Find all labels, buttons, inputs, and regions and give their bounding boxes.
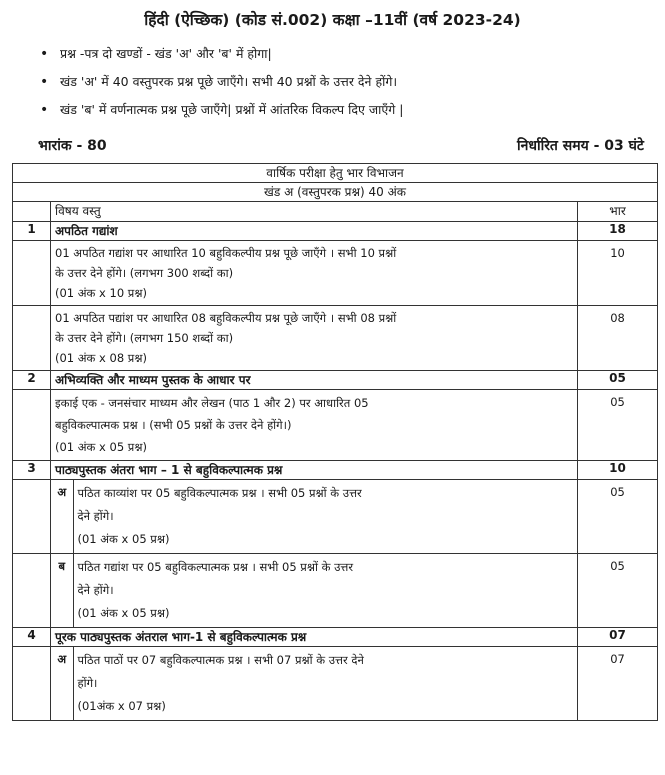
table-row — [13, 480, 658, 554]
sub-letter: अ — [51, 480, 73, 553]
section-title: खंड अ (वस्तुपरक प्रश्न) 40 अंक — [13, 183, 658, 202]
table-row — [13, 554, 658, 628]
weight-header: भार — [578, 202, 658, 222]
bullet-icon: • — [40, 74, 49, 90]
description-line: (01 अंक x 10 प्रश्न) — [55, 286, 147, 300]
num-header — [13, 202, 51, 222]
instruction-item — [40, 68, 650, 96]
description-line: देने होंगे। — [77, 509, 114, 523]
description-line: (01 अंक x 05 प्रश्न) — [55, 440, 147, 454]
table-row — [13, 371, 658, 390]
table-row — [13, 241, 658, 306]
description-line: इकाई एक - जनसंचार माध्यम और लेखन (पाठ 1 और 2) पर आधारित 05 — [55, 396, 369, 410]
empty-cell — [13, 480, 51, 554]
instruction-list — [40, 40, 650, 124]
description-line: बहुविकल्पात्मक प्रश्न । (सभी 05 प्रश्नों के उत्तर देने होंगे।) — [55, 418, 292, 432]
row-description — [51, 647, 578, 721]
row-description — [51, 306, 578, 371]
instruction-text: प्रश्न -पत्र दो खण्डों - खंड 'अ' और 'ब' में होगा| — [60, 46, 272, 61]
description-line: (01अंक x 07 प्रश्न) — [77, 699, 166, 713]
description-line: (01 अंक x 08 प्रश्न) — [55, 351, 147, 365]
description-line: पठित गद्यांश पर 05 बहुविकल्पात्मक प्रश्न । सभी 05 प्रश्नों के उत्तर — [77, 560, 354, 574]
sub-table — [51, 554, 577, 627]
row-weight: 05 — [578, 371, 658, 390]
description-line: के उत्तर देने होंगे। (लगभग 150 शब्दों का) — [55, 331, 234, 345]
row-description — [51, 390, 578, 461]
row-heading: अपठित गद्यांश — [51, 222, 578, 241]
row-number: 3 — [13, 461, 51, 480]
empty-cell — [13, 241, 51, 306]
sub-description — [73, 480, 577, 553]
row-number: 4 — [13, 628, 51, 647]
row-weight: 05 — [578, 480, 658, 554]
table-row — [13, 628, 658, 647]
table-row — [13, 306, 658, 371]
description-line: पठित पाठों पर 07 बहुविकल्पात्मक प्रश्न । सभी 07 प्रश्नों के उत्तर देने — [77, 653, 364, 667]
row-heading: अभिव्यक्ति और माध्यम पुस्तक के आधार पर — [51, 371, 578, 390]
row-weight: 10 — [578, 241, 658, 306]
row-description — [51, 241, 578, 306]
section-row — [13, 183, 658, 202]
row-heading: पूरक पाठ्यपुस्तक अंतराल भाग-1 से बहुविकल्पात्मक प्रश्न — [51, 628, 578, 647]
weightage-table — [12, 163, 658, 721]
sub-letter: ब — [51, 554, 73, 627]
row-weight: 05 — [578, 554, 658, 628]
bullet-icon: • — [40, 102, 49, 118]
table-row — [13, 461, 658, 480]
row-weight: 08 — [578, 306, 658, 371]
row-weight: 07 — [578, 647, 658, 721]
table-title: वार्षिक परीक्षा हेतु भार विभाजन — [13, 164, 658, 183]
sub-description — [73, 647, 577, 720]
bullet-icon: • — [40, 46, 49, 62]
description-line: होंगे। — [77, 676, 98, 690]
page-title: हिंदी (ऐच्छिक) (कोड सं.002) कक्षा –11वीं (वर्ष 2023-24) — [144, 11, 521, 29]
description-line: देने होंगे। — [77, 583, 114, 597]
empty-cell — [13, 554, 51, 628]
table-title-row — [13, 164, 658, 183]
row-number: 2 — [13, 371, 51, 390]
empty-cell — [13, 647, 51, 721]
empty-cell — [13, 390, 51, 461]
instruction-text: खंड 'ब' में वर्णनात्मक प्रश्न पूछे जाएँगे| प्रश्नों में आंतरिक विकल्प दिए जाएँगे | — [60, 102, 404, 117]
sub-table — [51, 647, 577, 720]
table-row — [13, 647, 658, 721]
description-line: 01 अपठित गद्यांश पर आधारित 10 बहुविकल्पीय प्रश्न पूछे जाएँगे । सभी 10 प्रश्नों — [55, 246, 397, 260]
row-description — [51, 480, 578, 554]
description-line: पठित काव्यांश पर 05 बहुविकल्पात्मक प्रश्न । सभी 05 प्रश्नों के उत्तर — [77, 486, 362, 500]
time-allowed: निर्धारित समय - 03 घंटे — [516, 138, 644, 154]
instruction-text: खंड 'अ' में 40 वस्तुपरक प्रश्न पूछे जाएँगे। सभी 40 प्रश्नों के उत्तर देने होंगे। — [60, 74, 398, 89]
sub-table — [51, 480, 577, 553]
table-row — [13, 222, 658, 241]
description-line: (01 अंक x 05 प्रश्न) — [77, 532, 170, 546]
sub-description — [73, 554, 577, 627]
description-line: 01 अपठित पद्यांश पर आधारित 08 बहुविकल्पीय प्रश्न पूछे जाएँगे । सभी 08 प्रश्नों — [55, 311, 397, 325]
row-weight: 07 — [578, 628, 658, 647]
row-weight: 05 — [578, 390, 658, 461]
description-line: (01 अंक x 05 प्रश्न) — [77, 606, 170, 620]
table-row — [13, 390, 658, 461]
row-weight: 10 — [578, 461, 658, 480]
sub-letter: अ — [51, 647, 73, 720]
total-marks: भारांक - 80 — [38, 138, 107, 154]
row-description — [51, 554, 578, 628]
header-row — [13, 202, 658, 222]
description-line: के उत्तर देने होंगे। (लगभग 300 शब्दों का) — [55, 266, 234, 280]
row-heading: पाठ्यपुस्तक अंतरा भाग – 1 से बहुविकल्पात्मक प्रश्न — [51, 461, 578, 480]
instruction-item — [40, 40, 650, 68]
instruction-item — [40, 96, 650, 124]
row-weight: 18 — [578, 222, 658, 241]
empty-cell — [13, 306, 51, 371]
row-number: 1 — [13, 222, 51, 241]
subject-header: विषय वस्तु — [51, 202, 578, 222]
